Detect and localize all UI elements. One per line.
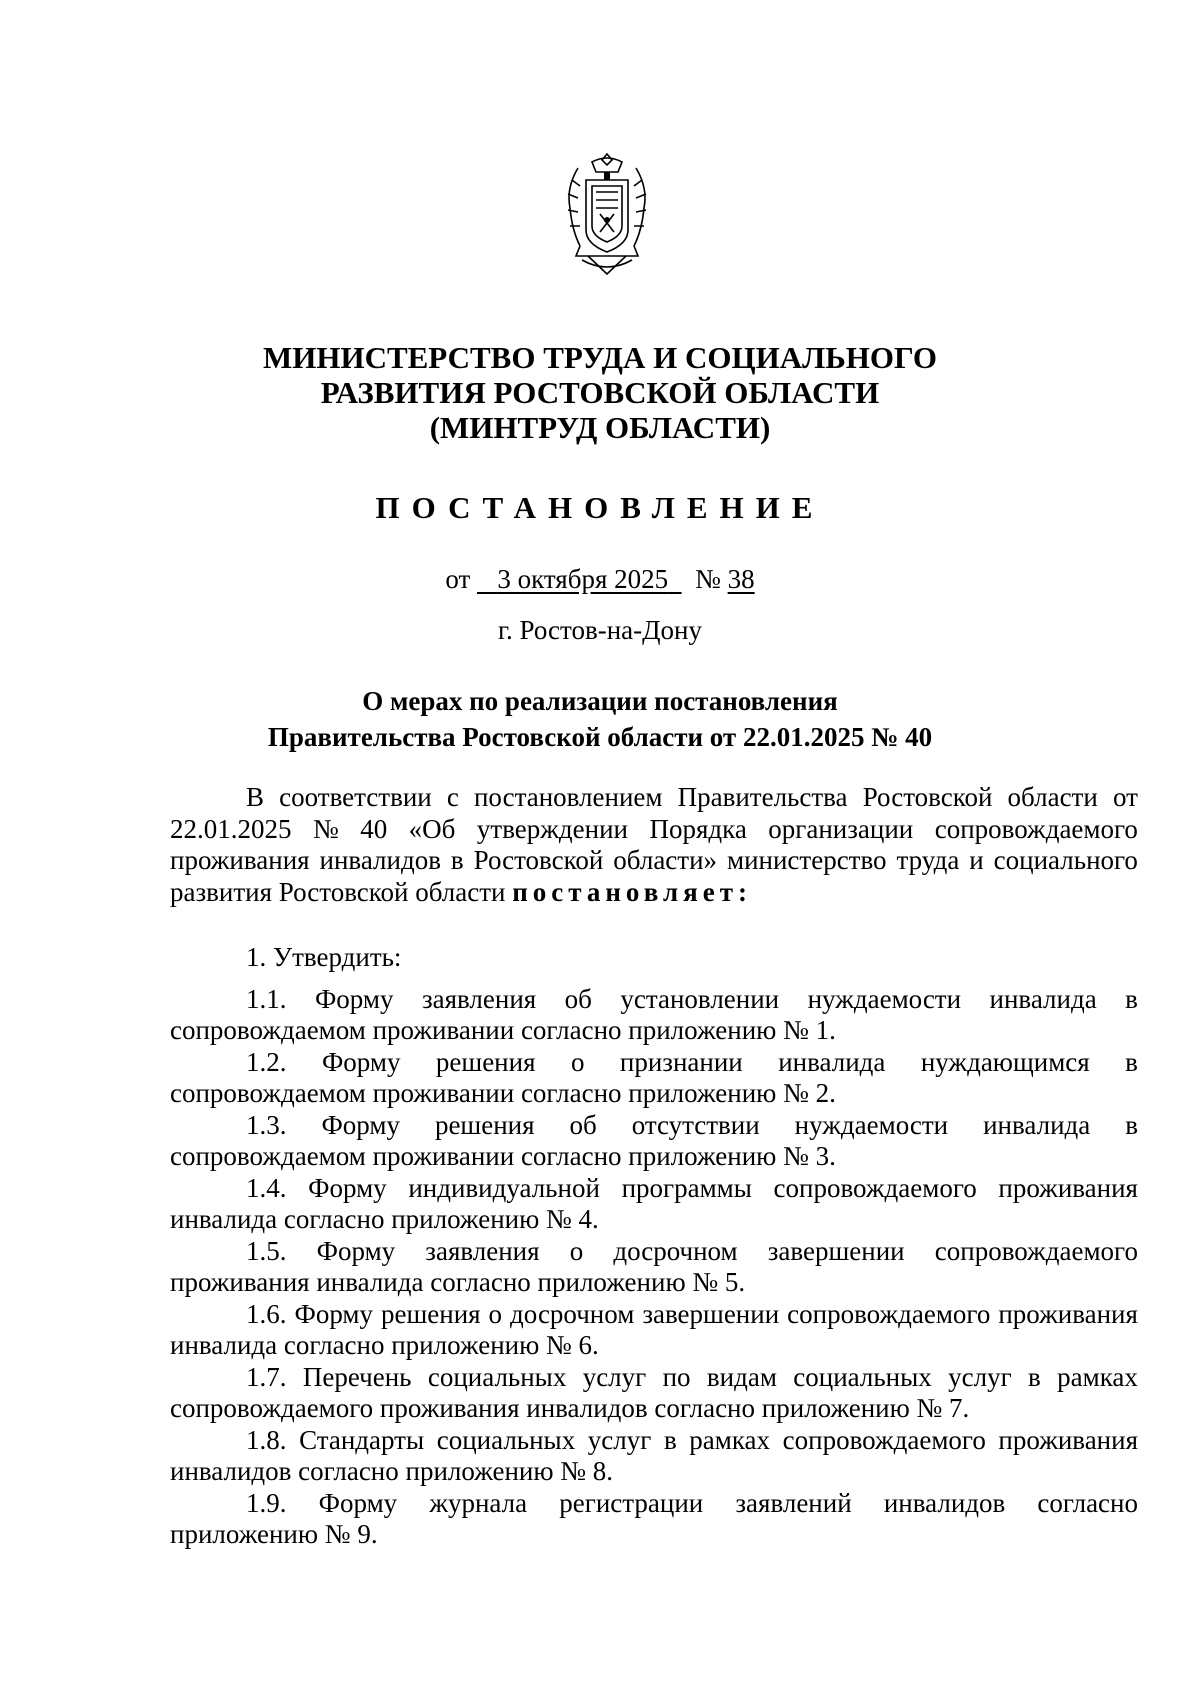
preamble-text bbox=[170, 782, 1138, 908]
text-line: 1.1. Форму заявления об установлении нуждаемости инвалида в bbox=[246, 983, 1138, 1014]
text-line: сопровождаемом проживании согласно приложению № 1. bbox=[170, 1015, 836, 1045]
text-line: В соответствии с постановлением Правительства Ростовской области от bbox=[246, 782, 1138, 812]
text-line: 1.5. Форму заявления о досрочном завершении сопровождаемого bbox=[246, 1235, 1138, 1266]
resolves-word: постановляет: bbox=[512, 876, 752, 907]
list-item bbox=[170, 1173, 1138, 1236]
ministry-name bbox=[0, 340, 1200, 445]
items-heading: 1. Утвердить: bbox=[246, 942, 402, 972]
text-line: сопровождаемом проживании согласно приложению № 2. bbox=[170, 1078, 836, 1108]
text-line: 1.7. Перечень социальных услуг по видам социальных услуг в рамках bbox=[246, 1361, 1138, 1392]
list-item bbox=[170, 1488, 1138, 1551]
subject-line: О мерах по реализации постановления bbox=[362, 686, 838, 716]
document-subject bbox=[0, 683, 1200, 755]
list-item bbox=[170, 1110, 1138, 1173]
text-line: 1.6. Форму решения о досрочном завершении сопровождаемого проживания bbox=[246, 1298, 1138, 1329]
rostov-region-coat-of-arms-icon bbox=[558, 150, 656, 280]
text-line: 1.4. Форму индивидуальной программы сопровождаемого проживания bbox=[246, 1172, 1138, 1203]
ministry-name-line: (МИНТРУД ОБЛАСТИ) bbox=[429, 410, 771, 445]
document-number: 38 bbox=[727, 564, 755, 594]
date-and-number bbox=[0, 564, 1200, 595]
text-line: сопровождаемого проживания инвалидов согласно приложению № 7. bbox=[170, 1393, 970, 1423]
text-line: проживания инвалида согласно приложению № 5. bbox=[170, 1267, 746, 1297]
list-item bbox=[170, 1362, 1138, 1425]
text-line: 22.01.2025 № 40 «Об утверждении Порядка организации сопровождаемого bbox=[170, 813, 1138, 844]
document-date: 3 октября 2025 bbox=[497, 564, 669, 594]
city: г. Ростов-на-Дону bbox=[497, 615, 702, 645]
preamble bbox=[170, 782, 1138, 908]
ministry-name-line: РАЗВИТИЯ РОСТОВСКОЙ ОБЛАСТИ bbox=[320, 375, 880, 410]
text-line: инвалида согласно приложению № 6. bbox=[170, 1330, 599, 1360]
number-prefix: № bbox=[695, 564, 721, 594]
text-line: 1.9. Форму журнала регистрации заявлений инвалидов согласно bbox=[246, 1487, 1138, 1518]
text-line: проживания инвалидов в Ростовской области» министерство труда и социального bbox=[170, 845, 1138, 875]
list-item bbox=[170, 1236, 1138, 1299]
list-item bbox=[170, 984, 1138, 1047]
items-section bbox=[170, 942, 1138, 1551]
text-line: сопровождаемом проживании согласно приложению № 3. bbox=[170, 1141, 836, 1171]
ministry-name-line: МИНИСТЕРСТВО ТРУДА И СОЦИАЛЬНОГО bbox=[262, 340, 938, 375]
list-item bbox=[170, 1425, 1138, 1488]
list-item bbox=[170, 1299, 1138, 1362]
text-line: 1.3. Форму решения об отсутствии нуждаемости инвалида в bbox=[246, 1109, 1138, 1140]
text-line: 1.2. Форму решения о признании инвалида нуждающимся в bbox=[246, 1046, 1138, 1077]
subject-line: Правительства Ростовской области от 22.01.2025 № 40 bbox=[267, 722, 933, 752]
items-list bbox=[170, 984, 1138, 1551]
list-item bbox=[170, 1047, 1138, 1110]
text-line: развития Ростовской области постановляет: bbox=[170, 876, 752, 907]
date-prefix: от bbox=[445, 564, 471, 594]
text-line: инвалидов согласно приложению № 8. bbox=[170, 1456, 614, 1486]
document-type: ПОСТАНОВЛЕНИЕ bbox=[375, 490, 825, 525]
text-line: инвалида согласно приложению № 4. bbox=[170, 1204, 599, 1234]
text-line: 1.8. Стандарты социальных услуг в рамках сопровождаемого проживания bbox=[246, 1424, 1138, 1455]
text-line: приложению № 9. bbox=[170, 1519, 378, 1549]
